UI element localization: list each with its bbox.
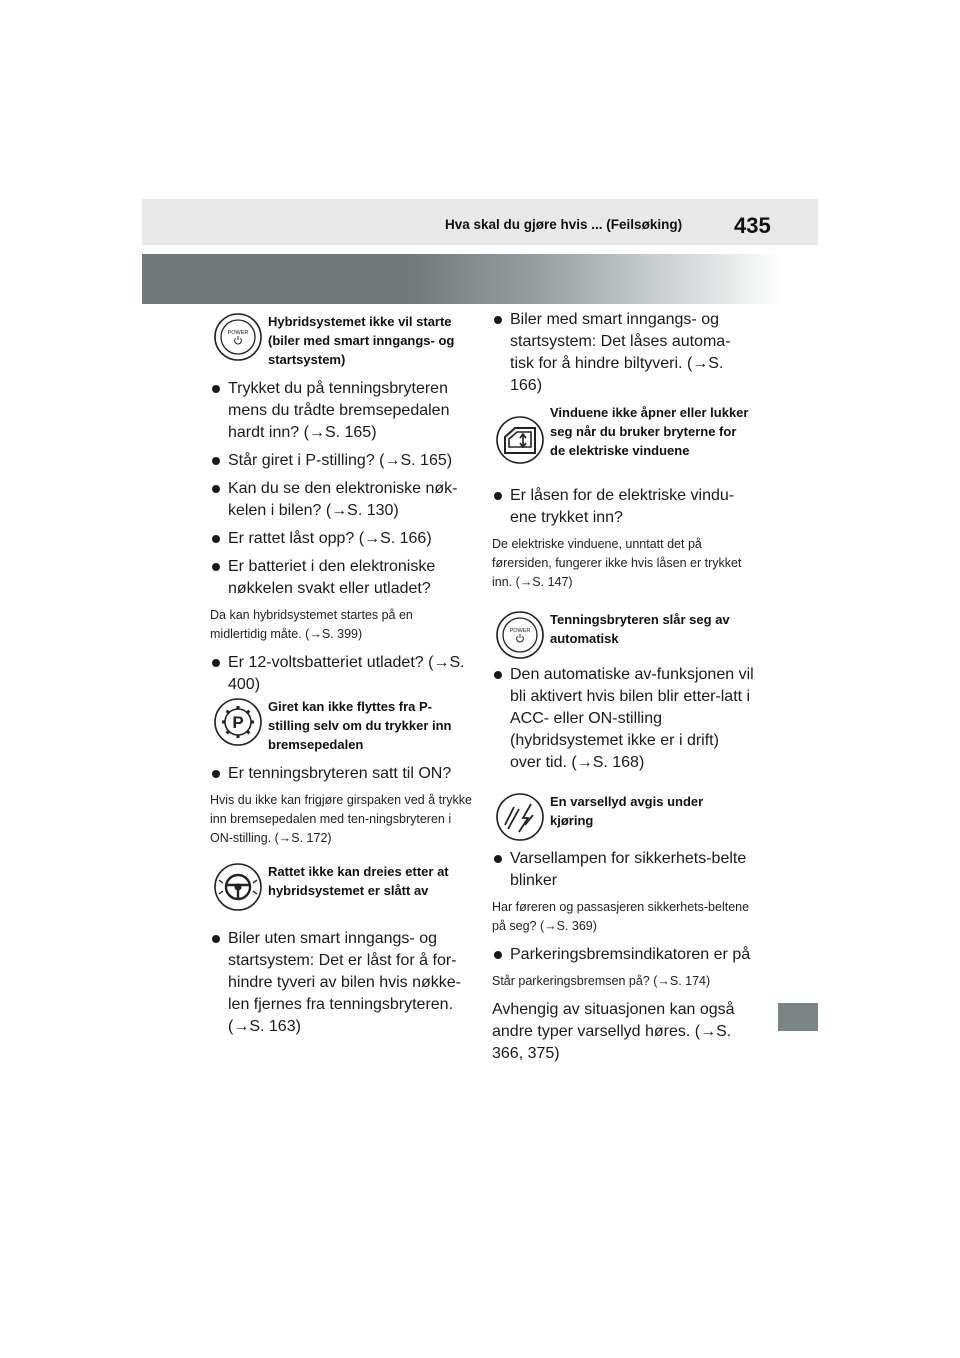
- section-title: Giret kan ikke flyttes fra P-stilling selv om du trykker inn bremsepedalen: [268, 699, 452, 752]
- p-label: P: [232, 713, 244, 732]
- list-item: Står giret i P-stilling? (→S. 165): [210, 450, 472, 472]
- section-title: Tenningsbryteren slår seg av automatisk: [550, 612, 730, 646]
- note-text: Da kan hybridsystemet startes på en midlertidig måte. (→S. 399): [210, 608, 413, 641]
- list-item: Er batteriet i den elektroniske nøkkelen svakt eller utladet?: [210, 556, 472, 600]
- page-number: 435: [734, 213, 771, 238]
- section-warning-sound: [492, 792, 754, 1065]
- list-item: Varsellampen for sikkerhets-belte blinker: [492, 848, 754, 892]
- section-title: Hybridsystemet ikke vil starte (biler med smart inngangs- og startsystem): [268, 314, 455, 367]
- list-item: Biler uten smart inngangs- og startsystem: Det er låst for å for-hindre tyveri av bilen hvis nøkke-len fjernes fra tenningsbryteren. (→S. 163): [210, 928, 472, 1038]
- list-item: Kan du se den elektroniske nøk-kelen i bilen? (→S. 130): [210, 478, 472, 522]
- note-text: Hvis du ikke kan frigjøre girspaken ved å trykke inn bremsepedalen med ten-ningsbryteren i ON-stilling. (→S. 172): [210, 793, 472, 845]
- section-title: En varsellyd avgis under kjøring: [550, 794, 704, 828]
- top-continuation: [492, 309, 754, 403]
- power-window-icon: [495, 415, 545, 465]
- steering-lock-icon: [213, 862, 263, 912]
- power-button-icon: [213, 312, 263, 362]
- list-item: Parkeringsbremsindikatoren er på: [492, 944, 754, 966]
- body-paragraph: Avhengig av situasjonen kan også andre typer varsellyd høres. (→S. 366, 375): [492, 1001, 735, 1062]
- list-item: Er 12-voltsbatteriet utladet? (→S. 400): [210, 652, 472, 696]
- section-title: Rattet ikke kan dreies etter at hybridsystemet er slått av: [268, 864, 449, 898]
- power-button-icon: [495, 610, 545, 660]
- list-item: Er låsen for de elektriske vindu-ene trykket inn?: [492, 485, 754, 529]
- section-power-windows: [492, 403, 754, 600]
- warning-sound-icon: [495, 792, 545, 842]
- power-label: POWER: [509, 628, 531, 634]
- section-steering-lock: [210, 862, 472, 1044]
- section-gear-shift: [210, 697, 472, 856]
- note-text: De elektriske vinduene, unntatt det på førersiden, fungerer ikke hvis låsen er trykket inn. (→S. 147): [492, 537, 742, 589]
- section-banner: [142, 254, 818, 304]
- chapter-tab: [778, 1003, 818, 1031]
- park-gear-icon: [213, 697, 263, 747]
- section-auto-off: [492, 610, 754, 780]
- list-item: Trykket du på tenningsbryteren mens du trådte bremsepedalen hardt inn? (→S. 165): [210, 378, 472, 444]
- list-item: Er tenningsbryteren satt til ON?: [210, 763, 472, 785]
- section-title: Vinduene ikke åpner eller lukker seg når du bruker bryterne for de elektriske vinduene: [550, 405, 749, 458]
- list-item: Den automatiske av-funksjonen vil bli aktivert hvis bilen blir etter-latt i ACC- eller ON-stilling (hybridsystemet ikke er i drift) over tid. (→S. 168): [492, 664, 754, 774]
- section-hybrid-start: [210, 312, 472, 702]
- note-text: Står parkeringsbremsen på? (→S. 174): [492, 974, 711, 988]
- list-item: Er rattet låst opp? (→S. 166): [210, 528, 472, 550]
- note-text: Har føreren og passasjeren sikkerhets-beltene på seg? (→S. 369): [492, 900, 750, 933]
- list-item: Biler med smart inngangs- og startsystem: Det låses automa-tisk for å hindre biltyveri. (→S. 166): [492, 309, 754, 397]
- power-label: POWER: [227, 330, 249, 336]
- page-header-title: Hva skal du gjøre hvis ... (Feilsøking): [445, 217, 683, 232]
